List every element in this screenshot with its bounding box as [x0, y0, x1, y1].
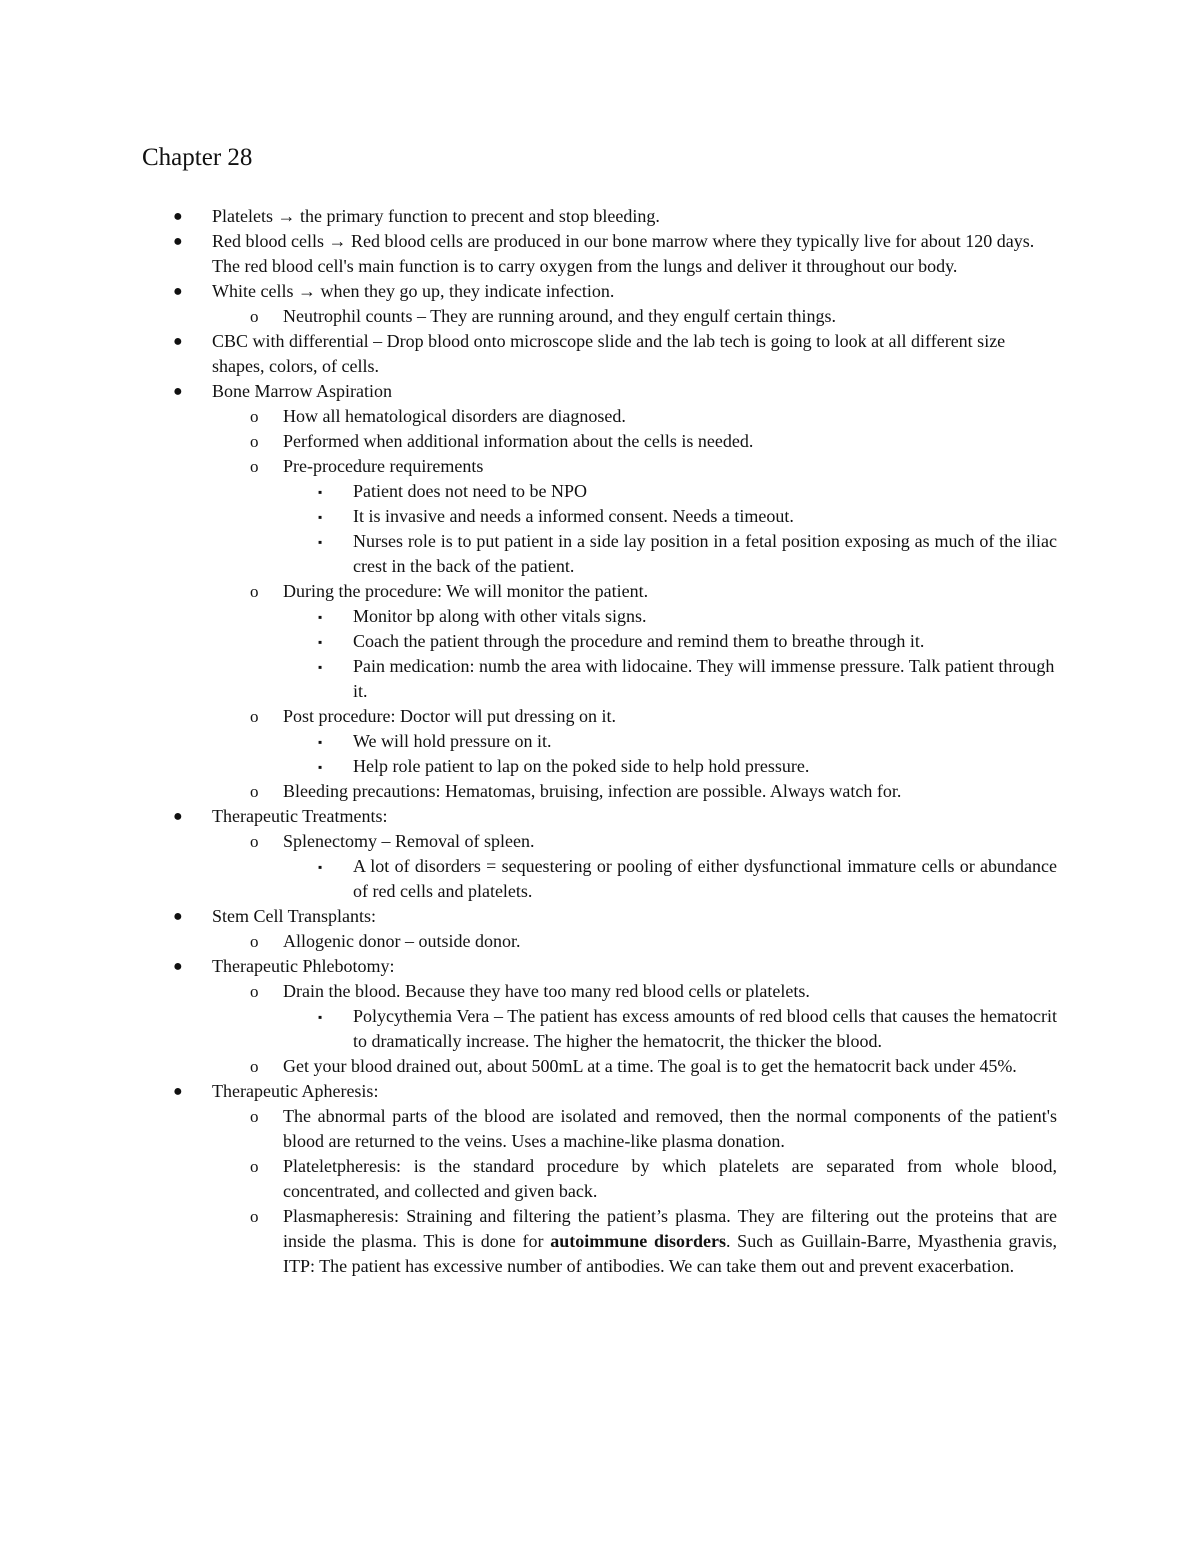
circle-bullet-icon: o [250, 1107, 259, 1126]
circle-bullet-icon: o [250, 832, 259, 851]
list-item [0, 329, 1057, 379]
circle-bullet-icon: o [250, 782, 259, 801]
circle-bullet-icon: o [250, 432, 259, 451]
list-item-text: Polycythemia Vera – The patient has excess amounts of red blood cells that causes the hematocrit to dramatically increase. The higher the hematocrit, the thicker the blood. [353, 1006, 1057, 1051]
list-item [0, 1204, 1057, 1279]
list-item [0, 204, 1057, 229]
list-item [0, 404, 1057, 429]
list-item [0, 904, 1057, 929]
circle-bullet-icon: o [250, 932, 259, 951]
list-item [0, 504, 1057, 529]
list-item-text: It is invasive and needs a informed consent. Needs a timeout. [353, 506, 794, 526]
square-bullet-icon: ▪ [318, 535, 323, 549]
list-item-text: CBC with differential – Drop blood onto microscope slide and the lab tech is going to look at all different size shapes, colors, of cells. [212, 331, 1006, 376]
circle-bullet-icon: o [250, 1207, 259, 1226]
bullet-icon: ● [173, 958, 183, 975]
list-item [0, 1104, 1057, 1154]
page-title: Chapter 28 [142, 144, 253, 171]
list-item-text: Pre-procedure requirements [283, 456, 484, 476]
list-item-text: Allogenic donor – outside donor. [283, 931, 521, 951]
list-item-text: Coach the patient through the procedure and remind them to breathe through it. [353, 631, 925, 651]
bullet-icon: ● [173, 908, 183, 925]
square-bullet-icon: ▪ [318, 660, 323, 674]
list-item [0, 729, 1057, 754]
list-item [0, 379, 1057, 404]
list-item-text: Neutrophil counts – They are running around, and they engulf certain things. [283, 306, 837, 326]
bullet-icon: ● [173, 233, 183, 250]
list-item [0, 579, 1057, 604]
square-bullet-icon: ▪ [318, 635, 323, 649]
list-item [0, 754, 1057, 779]
circle-bullet-icon: o [250, 307, 259, 326]
list-item [0, 804, 1057, 829]
list-item-text: Patient does not need to be NPO [353, 481, 587, 501]
list-item-text: Monitor bp along with other vitals signs. [353, 606, 647, 626]
square-bullet-icon: ▪ [318, 735, 323, 749]
list-item-text: White cells → when they go up, they indicate infection. [212, 281, 615, 301]
circle-bullet-icon: o [250, 457, 259, 476]
bullet-icon: ● [173, 283, 183, 300]
notes-list [0, 204, 1200, 1279]
circle-bullet-icon: o [250, 582, 259, 601]
list-item-text [283, 1206, 1057, 1276]
list-item-text: Red blood cells → Red blood cells are produced in our bone marrow where they typically live for about 120 days. The red blood cell's main function is to carry oxygen from the lungs and deliver it throughout our body. [212, 231, 1035, 276]
list-item-text: Plateletpheresis: is the standard procedure by which platelets are separated from whole blood, concentrated, and collected and given back. [283, 1156, 1057, 1201]
list-item [0, 954, 1057, 979]
list-item [0, 454, 1057, 479]
list-item [0, 229, 1057, 279]
square-bullet-icon: ▪ [318, 760, 323, 774]
list-item [0, 654, 1057, 704]
list-item [0, 979, 1057, 1004]
list-item [0, 854, 1057, 904]
bullet-icon: ● [173, 333, 183, 350]
square-bullet-icon: ▪ [318, 610, 323, 624]
circle-bullet-icon: o [250, 1157, 259, 1176]
list-item [0, 429, 1057, 454]
bullet-icon: ● [173, 383, 183, 400]
list-item [0, 279, 1057, 304]
bullet-icon: ● [173, 808, 183, 825]
list-item-text: Help role patient to lap on the poked side to help hold pressure. [353, 756, 810, 776]
circle-bullet-icon: o [250, 707, 259, 726]
list-item [0, 479, 1057, 504]
list-item-text: Nurses role is to put patient in a side lay position in a fetal position exposing as much of the iliac crest in the back of the patient. [353, 531, 1057, 576]
list-item-text: Splenectomy – Removal of spleen. [283, 831, 535, 851]
circle-bullet-icon: o [250, 1057, 259, 1076]
bullet-icon: ● [173, 208, 183, 225]
list-item-text: Bone Marrow Aspiration [212, 381, 392, 401]
list-item-text: During the procedure: We will monitor the patient. [283, 581, 649, 601]
list-item [0, 304, 1057, 329]
list-item-text-part: . Such as Guillain-Barre, Myasthenia gravis, ITP: The patient has excessive number of antibodies. We can take them out and prevent exacerbation. [283, 1231, 1057, 1276]
list-item [0, 529, 1057, 579]
circle-bullet-icon: o [250, 982, 259, 1001]
list-item-text: How all hematological disorders are diagnosed. [283, 406, 626, 426]
list-item [0, 929, 1057, 954]
list-item-text: Therapeutic Treatments: [212, 806, 388, 826]
list-item [0, 829, 1057, 854]
list-item-text: A lot of disorders = sequestering or pooling of either dysfunctional immature cells or abundance of red cells and platelets. [353, 856, 1057, 901]
list-item-text: We will hold pressure on it. [353, 731, 552, 751]
list-item-text-part: Plasmapheresis: Straining and filtering the patient’s plasma. They are filtering out the proteins that are inside the plasma. This is done for [283, 1206, 1057, 1251]
list-item-text: Performed when additional information about the cells is needed. [283, 431, 754, 451]
square-bullet-icon: ▪ [318, 485, 323, 499]
circle-bullet-icon: o [250, 407, 259, 426]
list-item-text: Therapeutic Phlebotomy: [212, 956, 395, 976]
list-item-text: Post procedure: Doctor will put dressing on it. [283, 706, 616, 726]
list-item-text: Pain medication: numb the area with lidocaine. They will immense pressure. Talk patient through it. [353, 656, 1055, 701]
list-item-text: The abnormal parts of the blood are isolated and removed, then the normal components of the patient's blood are returned to the veins. Uses a machine-like plasma donation. [283, 1106, 1057, 1151]
list-item-text: Stem Cell Transplants: [212, 906, 377, 926]
list-item [0, 1154, 1057, 1204]
list-item [0, 704, 1057, 729]
list-item [0, 779, 1057, 804]
list-item [0, 604, 1057, 629]
list-item [0, 1054, 1057, 1079]
list-item-text: Platelets → the primary function to precent and stop bleeding. [212, 206, 660, 226]
bullet-icon: ● [173, 1083, 183, 1100]
list-item-text: Get your blood drained out, about 500mL at a time. The goal is to get the hematocrit back under 45%. [283, 1056, 1017, 1076]
list-item [0, 1079, 1057, 1104]
list-item-text: Bleeding precautions: Hematomas, bruising, infection are possible. Always watch for. [283, 781, 902, 801]
list-item-text: Drain the blood. Because they have too many red blood cells or platelets. [283, 981, 810, 1001]
list-item [0, 1004, 1057, 1054]
square-bullet-icon: ▪ [318, 510, 323, 524]
list-item [0, 629, 1057, 654]
bold-emphasis: autoimmune disorders [550, 1231, 726, 1251]
square-bullet-icon: ▪ [318, 860, 323, 874]
list-item-text: Therapeutic Apheresis: [212, 1081, 379, 1101]
square-bullet-icon: ▪ [318, 1010, 323, 1024]
